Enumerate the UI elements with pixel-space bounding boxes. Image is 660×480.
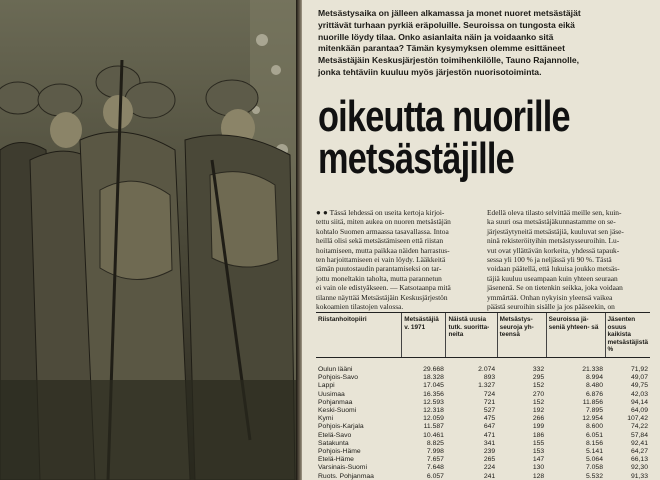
value-cell: 153 [532, 448, 545, 455]
value-cell: 7.648 [426, 464, 444, 472]
table-row [316, 473, 650, 480]
value-cell: 7.998 [426, 448, 444, 455]
value-cell: 42,03 [630, 390, 648, 398]
value-cell: 6.057 [426, 472, 444, 480]
value-cell: 341 [483, 439, 496, 447]
value-cell: 10.461 [423, 431, 444, 439]
value-cell: 5.141 [585, 448, 603, 455]
value-cell: 155 [532, 439, 545, 447]
table-row [316, 432, 650, 440]
value-cell: 7.058 [585, 464, 603, 472]
table-row [316, 391, 650, 399]
body-column-left: ● ● Tässä lehdessä on useita kertoja kirjoi- tettu siitä, miten aukea on nuoren metsästäjän kohtalo Suomen armaassa tasavallassa. Intoa heillä olisi sekä metsästämiseen että riistan hoitamiseen, mutta paikkaa näiden harrastus- ten harjoittamiseen ei vain löydy. Lääkkeitä tämän puutostaudin parantamiseksi on tar- jottu moneltakin taholta, mutta parannetun ei vain ole edistyäkseen. — Katsotaanpa mitä tilanne näyttää Metsästäjäin Keskusjärjestön kokoamien tilastojen valossa. [316, 208, 451, 312]
value-cell: 241 [483, 472, 496, 480]
value-cell: 152 [532, 382, 545, 390]
table-row [316, 357, 650, 374]
article-headline: oikeutta nuorille metsästäjille [318, 92, 570, 183]
table-row [316, 440, 650, 448]
value-cell: 5.532 [585, 472, 603, 480]
district-cell: Etelä-Häme [318, 456, 354, 464]
district-cell: Satakunta [318, 439, 349, 447]
value-cell: 16.356 [423, 390, 444, 398]
value-cell: 12.954 [582, 415, 603, 423]
district-cell: Ruots. Pohjanmaa [318, 472, 374, 480]
value-cell: 64,09 [630, 406, 648, 414]
value-cell: 71,92 [630, 365, 648, 373]
value-cell: 527 [483, 406, 496, 414]
value-cell: 471 [483, 431, 496, 439]
value-cell: 270 [532, 390, 545, 398]
value-cell: 128 [532, 472, 545, 480]
district-cell: Oulun lääni [318, 365, 353, 373]
article-intro: Metsästysaika on jälleen alkamassa ja monet nuoret metsästäjät yrittävät turhaan pyrkiä eräpoluille. Seuroissa on tungosta eikä nuorille löydy tilaa. Onko asianlaita näin ja voidaanko sitä mitenkään parantaa? Tämän kysymyksen olemme esittäneet Metsästäjäin Keskusjärjestön toimihenkilölle, Tauno Rajannolle, jonka tehtäviin kuuluu myös järjestön nuorisotoiminta. [318, 8, 581, 77]
district-cell: Pohjanmaa [318, 398, 353, 406]
column-header: Metsästäjiä v. 1971 [402, 313, 446, 358]
table-row [316, 374, 650, 382]
value-cell: 647 [483, 423, 496, 431]
value-cell: 18.328 [423, 374, 444, 382]
value-cell: 152 [532, 398, 545, 406]
value-cell: 893 [483, 374, 496, 382]
column-header: Seuroissa jä- seniä yhteen- sä [546, 313, 605, 358]
column-header: Näistä uusia tutk. suoritta- neita [446, 313, 497, 358]
value-cell: 11.856 [582, 398, 603, 406]
value-cell: 8.600 [585, 423, 603, 431]
value-cell: 92,41 [630, 439, 648, 447]
body-column-right: Edellä oleva tilasto selvittää meille sen, kuin- ka suuri osa metsästäjäkunnastamme on se- järjestäytyneitä metsästäjiä, kuuluvat sen jäse- ninä rekisteröityihin metsästysseuroihin. Lu- vut ovat yllättävän korkeita, yhdessä tapauk- sessa yli 100 % ja neljässä yli 90 %. Tästä voidaan päätellä, että lukuisa joukko metsäs- täjiä kuuluu useampaan kuin yhteen seuraan jäsenenä. Se on tietenkin seikka, joka voidaan ymmärtää. Onhan nykyisin yleensä vaikea päästä seuroihin sisälle ja jos pääseekin, on [487, 208, 624, 312]
bullet-marks: ● ● [316, 208, 328, 217]
value-cell: 92,30 [630, 464, 648, 472]
value-cell: 57,84 [630, 431, 648, 439]
table-body [316, 357, 650, 480]
table-row [316, 448, 650, 456]
value-cell: 332 [532, 365, 545, 373]
table-row [316, 399, 650, 407]
table-row [316, 456, 650, 464]
value-cell: 295 [532, 374, 545, 382]
value-cell: 6.051 [585, 431, 603, 439]
table-row [316, 382, 650, 390]
value-cell: 74,22 [630, 423, 648, 431]
value-cell: 49,75 [630, 382, 648, 390]
district-cell: Uusimaa [318, 390, 345, 398]
district-cell: Varsinais-Suomi [318, 464, 367, 472]
value-cell: 6.876 [585, 390, 603, 398]
value-cell: 7.657 [426, 456, 444, 464]
value-cell: 17.045 [423, 382, 444, 390]
value-cell: 8.994 [585, 374, 603, 382]
value-cell: 107,42 [627, 415, 648, 423]
district-cell: Lappi [318, 382, 335, 390]
value-cell: 66,13 [630, 456, 648, 464]
value-cell: 12.318 [423, 406, 444, 414]
value-cell: 49,07 [630, 374, 648, 382]
value-cell: 8.480 [585, 382, 603, 390]
column-header: Jäsenten osuus kaikista metsästäjistä % [605, 313, 650, 358]
value-cell: 11.587 [423, 423, 444, 431]
value-cell: 21.338 [582, 365, 603, 373]
district-cell: Pohjois-Häme [318, 448, 361, 455]
value-cell: 721 [483, 398, 496, 406]
table-row [316, 415, 650, 423]
value-cell: 8.825 [426, 439, 444, 447]
value-cell: 147 [532, 456, 545, 464]
table-row [316, 423, 650, 431]
district-cell: Kymi [318, 415, 334, 423]
value-cell: 94,14 [630, 398, 648, 406]
value-cell: 5.064 [585, 456, 603, 464]
district-cell: Keski-Suomi [318, 406, 357, 414]
value-cell: 91,33 [630, 472, 648, 480]
value-cell: 192 [532, 406, 545, 414]
value-cell: 130 [532, 464, 545, 472]
value-cell: 64,27 [630, 448, 648, 455]
value-cell: 1.327 [478, 382, 496, 390]
district-cell: Etelä-Savo [318, 431, 352, 439]
district-cell: Pohjois-Karjala [318, 423, 364, 431]
table-row [316, 464, 650, 472]
value-cell: 12.059 [423, 415, 444, 423]
column-header: Riistanhoitopiiri [316, 313, 402, 358]
value-cell: 199 [532, 423, 545, 431]
hunters-photo [0, 0, 298, 480]
table-row [316, 407, 650, 415]
statistics-table [316, 312, 650, 480]
district-cell: Pohjois-Savo [318, 374, 359, 382]
column-header: Metsästys- seuroja yh- teensä [497, 313, 546, 358]
value-cell: 239 [483, 448, 496, 455]
article-page [302, 0, 660, 480]
table-header-row [316, 313, 650, 358]
value-cell: 265 [483, 456, 496, 464]
value-cell: 266 [532, 415, 545, 423]
value-cell: 724 [483, 390, 496, 398]
value-cell: 8.156 [585, 439, 603, 447]
value-cell: 29.668 [423, 365, 444, 373]
value-cell: 186 [532, 431, 545, 439]
value-cell: 475 [483, 415, 496, 423]
hunters-photo-illustration [0, 0, 298, 480]
value-cell: 224 [483, 464, 496, 472]
value-cell: 7.895 [585, 406, 603, 414]
value-cell: 2.074 [478, 365, 496, 373]
value-cell: 12.593 [423, 398, 444, 406]
